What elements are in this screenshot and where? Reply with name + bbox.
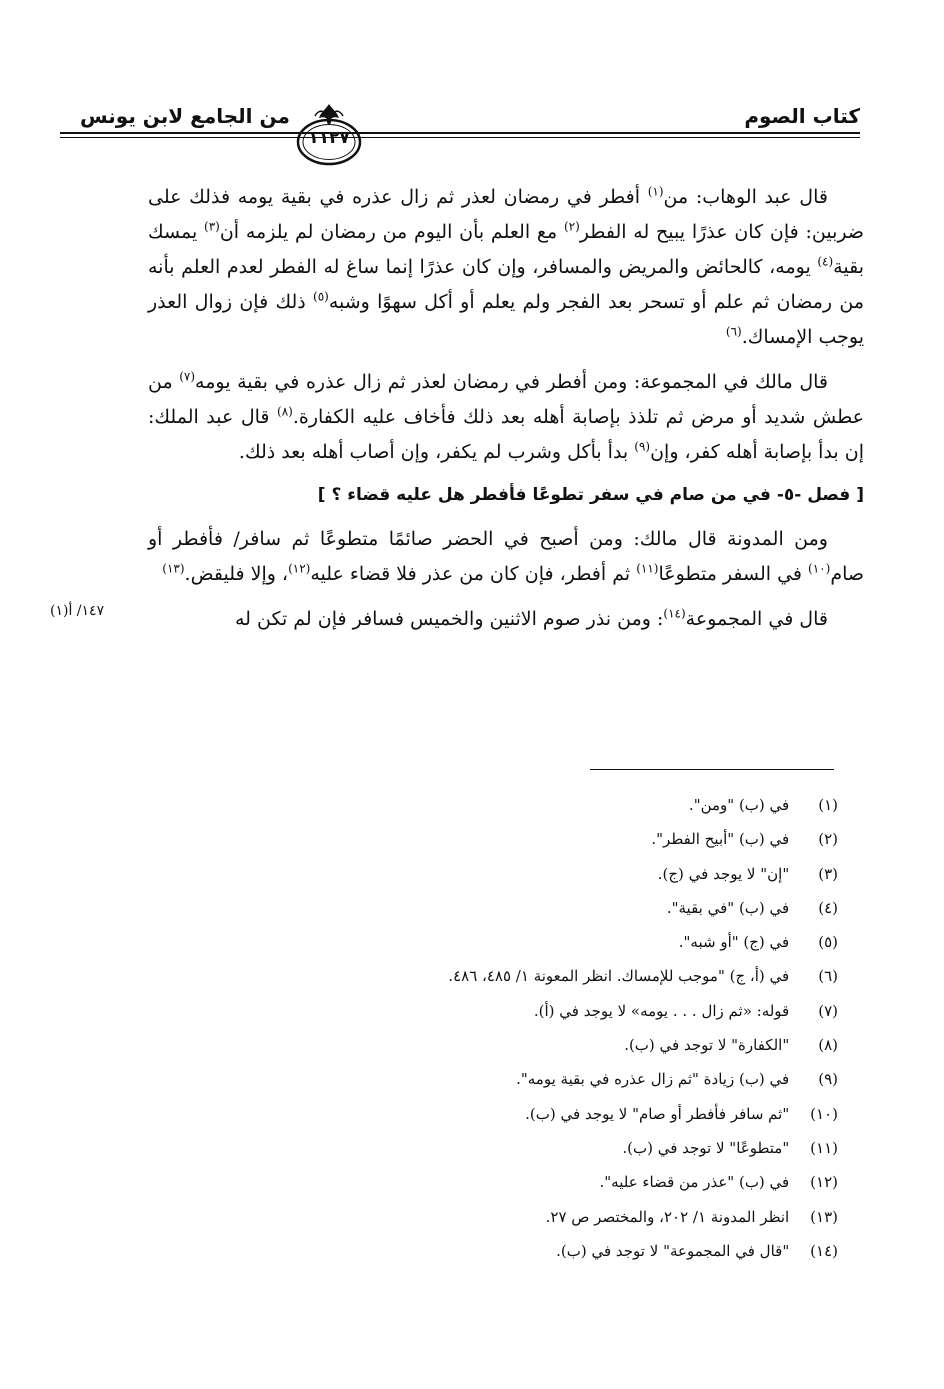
footnote (300, 1097, 838, 1131)
footnote-number: (٨) (818, 1036, 838, 1055)
footnote (300, 1165, 838, 1199)
footnote-marker: (٥) (313, 289, 329, 304)
footnote (300, 1234, 838, 1268)
header-rule-thin (60, 137, 860, 138)
footnote-marker: (٤) (817, 254, 834, 269)
text-run: ذلك فإن زوال العذر يوجب الإمساك. (148, 291, 864, 348)
paragraph (148, 522, 864, 592)
text-run: ثم أفطر، فإن كان من عذر فلا قضاء عليه (310, 563, 637, 585)
footnote-marker: (١٢) (288, 561, 311, 576)
footnotes-list (300, 788, 838, 1268)
paragraph (148, 602, 864, 637)
footnote-marker: (٣) (204, 219, 220, 234)
main-text (148, 180, 864, 647)
header-rule (60, 132, 860, 134)
footnote (300, 925, 838, 959)
footnote-text: انظر المدونة ١/ ٢٠٢، والمختصر ص ٢٧. (545, 1207, 794, 1226)
footnote-text: "إن" لا يوجد في (ج). (657, 864, 794, 883)
footnote-text: في (ب) زيادة "ثم زال عذره في بقية يومه". (516, 1070, 794, 1089)
footnote-number: (١٣) (810, 1207, 838, 1226)
text-run: : ومن نذر صوم الاثنين والخميس فسافر فإن لم تكن له (234, 608, 664, 630)
book-title: كتاب الصوم (744, 104, 860, 128)
footnote-marker: (٩) (634, 439, 651, 454)
footnote-number: (٤) (818, 898, 838, 917)
footnote-text: في (ب) "عذر من قضاء عليه". (599, 1173, 794, 1192)
footnote-marker: (١) (647, 184, 664, 199)
footnote-number: (١٠) (810, 1104, 838, 1123)
footnote-separator (590, 769, 834, 770)
footnote (300, 1062, 838, 1096)
footnote-text: في (ب) "في بقية". (666, 898, 794, 917)
text-run: يمسك بقية (148, 221, 864, 278)
footnote-text: قوله: «ثم زال . . . يومه» لا يوجد في (أ). (533, 1001, 794, 1020)
footnote (300, 891, 838, 925)
footnote-text: "قال في المجموعة" لا توجد في (ب). (556, 1241, 794, 1260)
footnote-number: (١١) (810, 1138, 838, 1157)
footnote (300, 959, 838, 993)
footnote-marker: (١٤) (663, 606, 686, 621)
footnote-text: "الكفارة" لا توجد في (ب). (624, 1036, 794, 1055)
paragraph (148, 365, 864, 470)
section-heading: [ فصل -٥- في من صام في سفر تطوعًا فأفطر هل عليه قضاء ؟ ] (317, 485, 864, 505)
text-run: قال في المجموعة (685, 608, 828, 630)
footnote-marker: (٨) (277, 404, 293, 419)
text-run: قال مالك في المجموعة: ومن أفطر في رمضان لعذر ثم زال عذره في بقية يومه (195, 371, 829, 393)
footnote (300, 994, 838, 1028)
footnote-number: (٢) (818, 830, 838, 849)
footnote-text: في (ب) "ومن". (688, 796, 794, 814)
footnote (300, 1028, 838, 1062)
paragraph (148, 180, 864, 355)
text-run: من عطش شديد أو مرض ثم تلذذ بإصابة أهله بعد ذلك فأخاف عليه الكفارة. (148, 371, 864, 428)
text-run: ، وإلا فليقض. (184, 563, 289, 585)
page-number: ١١٢٧ (308, 128, 350, 148)
running-title: من الجامع لابن يونس (80, 104, 290, 128)
footnote-number: (٥) (818, 933, 838, 952)
text-run: يومه، كالحائض والمريض والمسافر، وإن كان عذرًا إنما ساغ له الفطر لعدم العلم بأنه من رمضان ثم علم أو تسحر بعد الفجر ولم يعلم أو أكل سهوًا وشبه (148, 256, 865, 313)
text-run: في السفر متطوعًا (658, 563, 809, 585)
footnote-marker: (٧) (179, 369, 196, 384)
footnote-number: (١) (818, 796, 838, 814)
text-run: مع العلم بأن اليوم من رمضان لم يلزمه أن (219, 221, 564, 243)
footnote-marker: (١١) (636, 561, 659, 576)
footnote (300, 822, 838, 856)
footnote-marker: (٦) (725, 324, 742, 339)
footnote-marker: (٢) (563, 219, 580, 234)
footnote-text: في (ب) "أبيح الفطر". (651, 830, 794, 849)
text-run: بدأ بأكل وشرب لم يكفر، وإن أصاب أهله بعد ذلك. (238, 441, 635, 463)
footnote-number: (٩) (818, 1070, 838, 1089)
footnote-number: (٣) (818, 864, 838, 883)
footnote (300, 788, 838, 822)
footnote-marker: (١٠) (808, 561, 831, 576)
footnote-text: "متطوعًا" لا توجد في (ب). (622, 1138, 794, 1157)
text-run: قال عبد الوهاب: من (663, 186, 828, 208)
footnote-marker: (١٣) (162, 561, 185, 576)
footnote-number: (١٢) (810, 1173, 838, 1192)
footnote-number: (٧) (818, 1001, 838, 1020)
text-run: ومن المدونة قال مالك: ومن أصبح في الحضر صائمًا متطوعًا ثم سافر/ فأفطر أو صام (148, 528, 864, 585)
footnote (300, 857, 838, 891)
footnote-text: في (أ، ج) "موجب للإمساك. انظر المعونة ١/ ٤٨٥، ٤٨٦. (448, 967, 794, 986)
footnote-number: (٦) (818, 967, 838, 986)
page-header (60, 82, 860, 172)
manuscript-folio-note: ١٤٧/ أ(١) (50, 603, 105, 619)
text-run: أفطر في رمضان لعذر ثم زال عذره في بقية يومه فذلك على ضربين: فإن كان عذرًا يبيح له الفطر (148, 186, 864, 243)
footnote-text: "ثم سافر فأفطر أو صام" لا يوجد في (ب). (525, 1104, 794, 1123)
footnote (300, 1200, 838, 1234)
footnote-number: (١٤) (810, 1241, 838, 1260)
text-run: قال عبد الملك: إن بدأ بإصابة أهله كفر، وإن (148, 406, 864, 463)
footnote-text: في (ج) "أو شبه". (678, 933, 794, 952)
footnote (300, 1131, 838, 1165)
